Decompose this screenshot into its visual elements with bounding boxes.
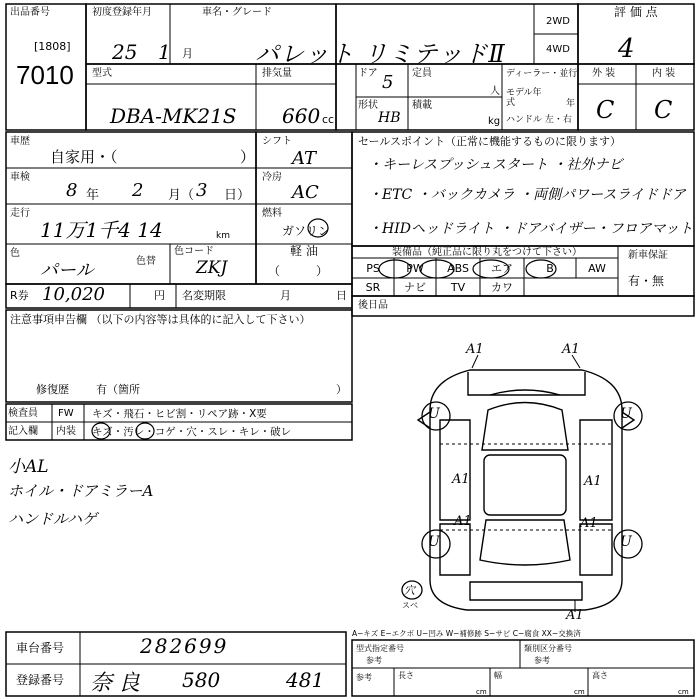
equip-airbag: エア xyxy=(491,262,513,275)
damage-legend: A−キズ E−エクボ U−凹み W−補修跡 S−サビ C−腐食 XX−交換済 xyxy=(352,629,581,638)
mileage-value: 11万1千4 14 xyxy=(40,218,163,242)
model-year-unit: 年 xyxy=(566,99,576,109)
wheel-mark-rear-right: U xyxy=(620,534,632,550)
lot-number-label: 出品番号 xyxy=(10,7,50,18)
equip-abs: ABS xyxy=(447,262,469,275)
interior-options: キズ・汚レ・コゲ・穴・スレ・キレ・破レ xyxy=(92,426,292,438)
registration-label: 登録番号 xyxy=(16,673,65,687)
later-items-label: 後日品 xyxy=(358,300,388,311)
shape-label: 形状 xyxy=(358,100,378,111)
class-number-label: 類別区分番号 xyxy=(524,644,572,653)
shape-value: HB xyxy=(378,110,401,126)
ac-label: 冷房 xyxy=(262,172,282,183)
model-value: DBA-MK21S xyxy=(110,104,237,128)
handle-label: ハンドル 左・右 xyxy=(506,115,572,125)
damage-mark-left-door: A1 xyxy=(452,472,470,487)
name-change-label: 名変期限 xyxy=(182,289,226,302)
width-unit: cm xyxy=(574,688,585,696)
registration-number: 481 xyxy=(286,668,325,692)
damage-mark-front-left: A1 xyxy=(466,342,484,357)
displacement-label: 排気量 xyxy=(262,68,292,79)
model-year-label: モデル年式 xyxy=(506,88,542,108)
name-grade-value: パレット リミテッドⅡ xyxy=(255,40,506,68)
model-type-ref: 参考 xyxy=(366,656,382,665)
doors-label: ドア xyxy=(358,68,378,79)
interior-grade: C xyxy=(654,96,673,124)
inspector-comment-2: ホイル・ドアミラーA xyxy=(8,482,154,500)
name-change-day: 日 xyxy=(336,289,347,302)
name-change-month: 月 xyxy=(280,289,291,302)
selling-point-line-1: ・キーレスプッシュスタート ・社外ナビ xyxy=(368,157,623,173)
inspection-label: 車検 xyxy=(10,172,30,183)
inspection-year-unit: 年 xyxy=(86,188,100,203)
inspector-comment-3: ハンドルハゲ xyxy=(8,510,97,528)
drive-2wd: 2WD xyxy=(546,16,570,27)
first-reg-label: 初度登録年月 xyxy=(92,7,152,18)
score-value: 4 xyxy=(618,34,635,64)
load-label: 積載 xyxy=(412,100,432,111)
lot-sub-code: [1808] xyxy=(34,40,71,53)
score-label: 評 価 点 xyxy=(614,5,658,19)
wheel-mark-front-left: U xyxy=(428,406,440,422)
inspection-month-unit: 月（ xyxy=(168,188,195,203)
dealer-label: ディーラー・並行 xyxy=(506,69,578,79)
repair-label: 修復歴 xyxy=(36,383,69,396)
damage-mark-left-rear: A1 xyxy=(454,514,472,529)
capacity-unit: 人 xyxy=(490,86,500,97)
model-label: 型式 xyxy=(92,68,112,79)
damage-mark-right-door: A1 xyxy=(584,474,602,489)
registration-area: 奈良 xyxy=(90,671,147,696)
dims-ref: 参考 xyxy=(356,673,372,682)
wheel-mark-front-right: U xyxy=(620,406,632,422)
inspection-year: 8 xyxy=(66,180,78,201)
repaint-label: 色替 xyxy=(136,256,156,267)
spare-mark: 穴 xyxy=(404,584,415,597)
shift-label: シフト xyxy=(262,136,292,147)
spare-label: スベ xyxy=(402,601,418,610)
displacement-unit: cc xyxy=(322,113,335,126)
fw-label: FW xyxy=(58,408,74,419)
mileage-unit: km xyxy=(216,231,230,241)
history-value: 自家用・（ xyxy=(50,148,118,166)
color-label: 色 xyxy=(10,248,20,259)
wheel-mark-rear-left: U xyxy=(428,534,440,550)
equipment-label: 装備品（純正品に限り丸をつけて下さい） xyxy=(392,247,582,258)
length-label: 長さ xyxy=(398,671,414,680)
fuel-other: （ ） xyxy=(268,264,329,278)
equip-navi: ナビ xyxy=(404,281,426,294)
equip-pw: PW xyxy=(406,262,424,275)
length-unit: cm xyxy=(476,688,487,696)
damage-mark-rear: A1 xyxy=(566,608,584,623)
fuel-diesel: 軽 油 xyxy=(290,244,318,258)
displacement-value: 660 xyxy=(282,104,321,128)
capacity-label: 定員 xyxy=(412,68,432,79)
history-close: ） xyxy=(240,148,256,166)
height-unit: cm xyxy=(678,688,689,696)
lot-number: 7010 xyxy=(16,60,74,90)
first-reg-year: 25 xyxy=(112,40,138,64)
equip-b: B xyxy=(546,262,554,275)
warranty-label: 新車保証 xyxy=(628,250,668,261)
exterior-label: 外 装 xyxy=(592,68,616,79)
drive-4wd: 4WD xyxy=(546,44,570,55)
equip-ps: PS xyxy=(366,262,380,275)
interior-label: 内 装 xyxy=(652,68,676,79)
first-reg-month-unit: 月 xyxy=(182,47,193,60)
recycle-label: R券 xyxy=(10,289,29,302)
registration-class: 580 xyxy=(182,668,221,692)
notes-label: 注意事項申告欄 （以下の内容等は具体的に記入して下さい） xyxy=(10,313,311,326)
chassis-number: 282699 xyxy=(140,634,229,658)
mileage-label: 走行 xyxy=(10,208,30,219)
repair-value: 有（箇所 xyxy=(96,383,140,396)
color-value: パール xyxy=(40,260,94,281)
selling-points-label: セールスポイント（正常に機能するものに限ります） xyxy=(358,135,622,148)
inspection-day: 3 xyxy=(196,180,208,201)
equip-leather: カワ xyxy=(491,281,513,294)
fuel-label: 燃料 xyxy=(262,208,282,219)
recycle-unit: 円 xyxy=(154,289,165,302)
fuel-gasoline: ガソリン xyxy=(282,224,331,238)
equip-sr: SR xyxy=(365,281,381,294)
history-label: 車歴 xyxy=(10,136,30,147)
repair-close: ） xyxy=(336,383,347,396)
equip-tv: TV xyxy=(450,281,466,294)
name-grade-label: 車名・グレード xyxy=(202,7,272,18)
model-type-number-label: 型式指定番号 xyxy=(356,644,404,653)
selling-point-line-2: ・ETC ・バックカメラ ・両側パワースライドドア xyxy=(368,187,686,203)
class-number-ref: 参考 xyxy=(534,656,550,665)
height-label: 高さ xyxy=(592,671,608,680)
ac-value: AC xyxy=(292,182,319,203)
fw-options: キズ・飛石・ヒビ割・リペア跡・X要 xyxy=(92,408,267,420)
inspection-month: 2 xyxy=(132,180,144,201)
damage-mark-right-rear: A1 xyxy=(580,516,598,531)
color-code-value: ZKJ xyxy=(196,258,228,278)
shift-value: AT xyxy=(292,148,317,169)
inspector-label-1: 検査員 xyxy=(8,408,38,419)
load-unit: kg xyxy=(488,116,501,127)
inspector-label-2: 記入欄 xyxy=(8,426,38,437)
doors-value: 5 xyxy=(382,72,394,93)
inspection-day-unit: 日） xyxy=(224,188,251,203)
color-code-label: 色コード xyxy=(174,246,214,257)
damage-mark-front-right: A1 xyxy=(562,342,580,357)
chassis-label: 車台番号 xyxy=(16,641,65,655)
interior-options-label: 内装 xyxy=(56,426,76,437)
width-label: 幅 xyxy=(494,671,502,680)
first-reg-month: 1 xyxy=(158,40,171,64)
exterior-grade: C xyxy=(596,96,615,124)
equip-aw: AW xyxy=(588,262,606,275)
inspector-comment-1: 小AL xyxy=(8,457,49,477)
warranty-value: 有・無 xyxy=(628,274,665,288)
recycle-value: 10,020 xyxy=(42,284,105,305)
selling-point-line-3: ・HIDヘッドライト ・ドアバイザー・フロアマット xyxy=(368,221,693,237)
